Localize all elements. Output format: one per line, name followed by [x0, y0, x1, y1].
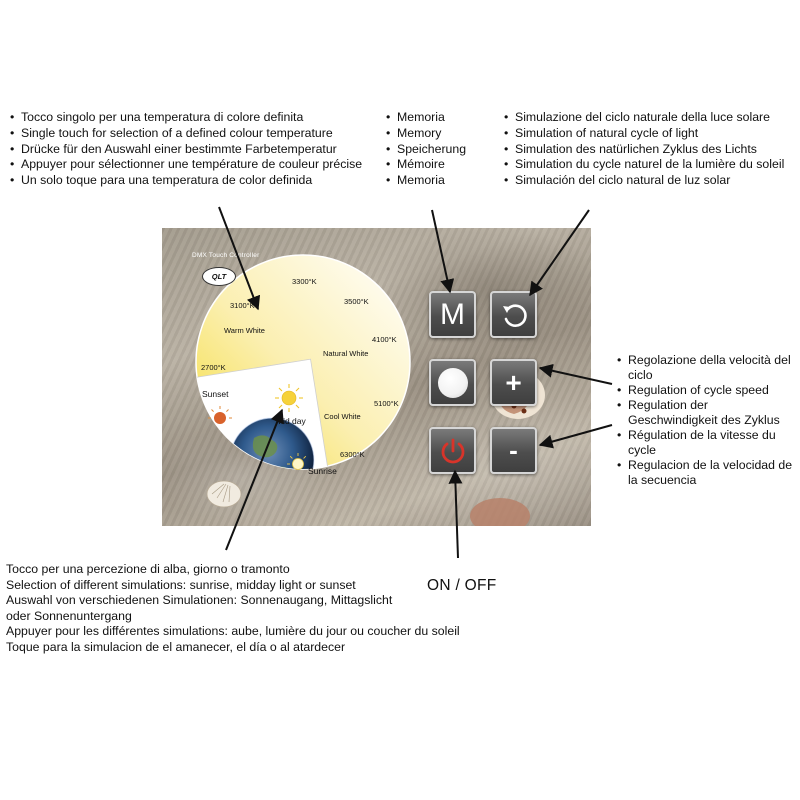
shell-image [207, 481, 241, 507]
note-line: • Tocco singolo per una temperatura di colore definita [10, 110, 390, 126]
speed-minus-button[interactable]: - [490, 427, 537, 474]
note-line: • Simulation du cycle naturel de la lumière du soleil [504, 157, 799, 173]
speed-plus-button[interactable]: + [490, 359, 537, 406]
note-line: • Memory [386, 126, 496, 142]
note-line: • Memoria [386, 173, 496, 189]
colour-temperature-notes [10, 110, 390, 189]
note-line: • Regulation der Geschwindigkeit des Zyklus [617, 398, 795, 428]
on-off-label: ON / OFF [427, 577, 497, 594]
dial-label-2700k: 2700°K [201, 363, 226, 372]
note-line: • Simulación del ciclo natural de luz solar [504, 173, 799, 189]
note-line: Appuyer pour les différentes simulations: aube, lumière du jour ou coucher du soleil [6, 624, 460, 639]
note-line: • Simulation of natural cycle of light [504, 126, 799, 142]
dial-label-4100k: 4100°K [372, 335, 397, 344]
note-line: Auswahl von verschiedenen Simulationen: Sonnenaugang, Mittagslicht [6, 593, 393, 608]
memory-button[interactable]: M [429, 291, 476, 338]
dial-label-mid-day: Mid day [276, 416, 306, 426]
note-line: • Un solo toque para una temperatura de color definida [10, 173, 390, 189]
note-line: • Speicherung [386, 142, 496, 158]
simulation-notes [6, 562, 476, 656]
brand-logo: QLT [202, 267, 236, 286]
cycle-notes [504, 110, 799, 189]
dial-label-3500k: 3500°K [344, 297, 369, 306]
power-icon [438, 436, 468, 466]
dial-label-sunset: Sunset [202, 389, 229, 399]
white-circle-icon [438, 368, 468, 398]
note-line: • Regulation of cycle speed [617, 383, 795, 398]
controller-screen [162, 228, 591, 526]
device-title: DMX Touch Controller [192, 252, 260, 259]
note-line: • Regolazione della velocità del ciclo [617, 353, 795, 383]
dial-label-cool-white: Cool White [324, 412, 361, 421]
note-line: oder Sonnenuntergang [6, 608, 132, 623]
dial-label-3300k: 3300°K [292, 277, 317, 286]
dial-label-6300k: 6300°K [340, 450, 365, 459]
white-light-button[interactable] [429, 359, 476, 406]
note-line: • Regulacion de la velocidad de la secuencia [617, 458, 795, 488]
memory-notes [386, 110, 496, 189]
note-line: Selection of different simulations: sunrise, midday light or sunset [6, 577, 356, 592]
note-line: • Single touch for selection of a defined colour temperature [10, 126, 390, 142]
cycle-button[interactable] [490, 291, 537, 338]
note-line: • Memoria [386, 110, 496, 126]
dial-label-5100k: 5100°K [374, 399, 399, 408]
note-line: Tocco per una percezione di alba, giorno o tramonto [6, 562, 290, 576]
dial-label-sunrise: Sunrise [308, 466, 337, 476]
note-line: • Appuyer pour sélectionner une température de couleur précise [10, 157, 390, 173]
note-line: • Simulazione del ciclo naturale della luce solare [504, 110, 799, 126]
note-line: • Régulation de la vitesse du cycle [617, 428, 795, 458]
cycle-arrow-icon [499, 300, 529, 330]
shell-image [470, 498, 530, 526]
dial-label-natural-white: Natural White [323, 349, 369, 358]
note-line: Toque para la simulacion de el amanecer, el día o al atardecer [6, 639, 346, 654]
power-button[interactable] [429, 427, 476, 474]
dial-label-warm-white: Warm White [224, 326, 265, 335]
speed-notes [617, 353, 795, 488]
note-line: • Mémoire [386, 157, 496, 173]
note-line: • Drücke für den Auswahl einer bestimmte Farbetemperatur [10, 142, 390, 158]
dial-label-3100k: 3100°K [230, 301, 255, 310]
note-line: • Simulation des natürlichen Zyklus des Lichts [504, 142, 799, 158]
